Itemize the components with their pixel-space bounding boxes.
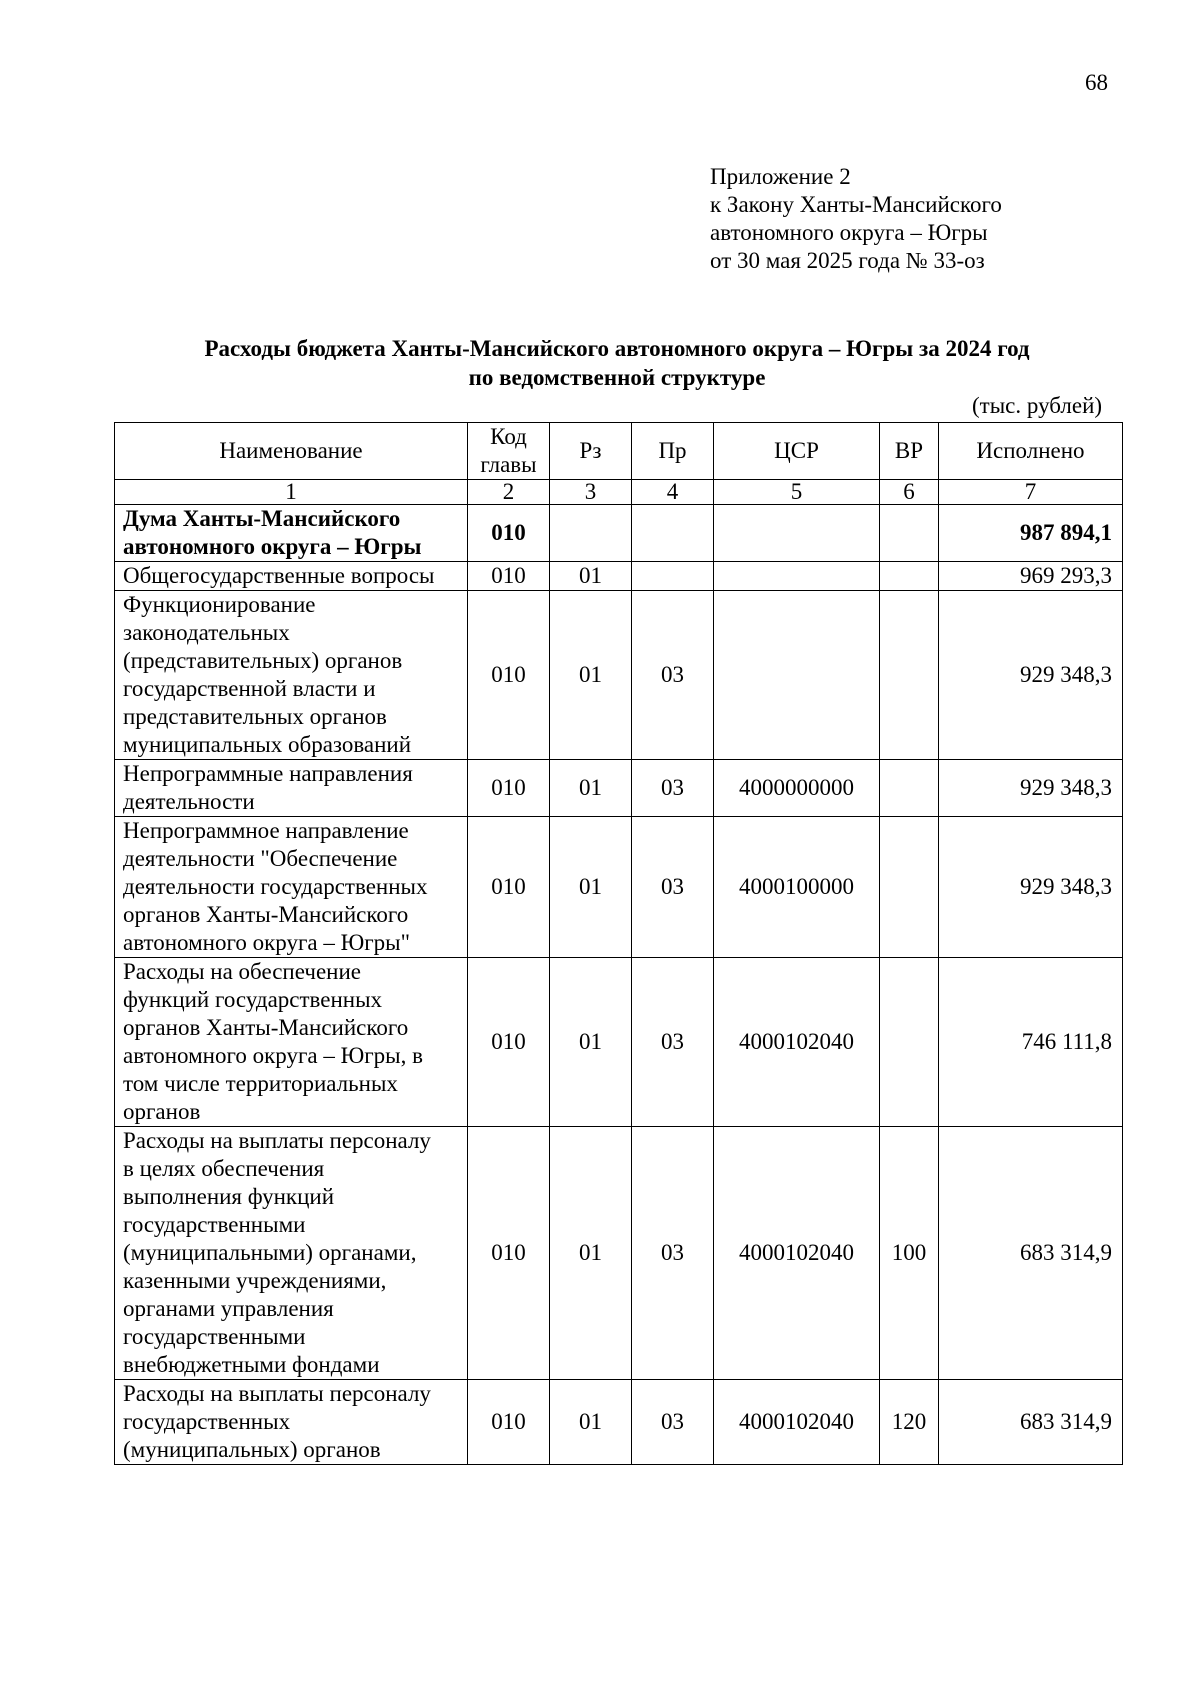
- cell-vr: [880, 562, 939, 591]
- title-line: по ведомственной структуре: [468, 365, 766, 390]
- column-number: 1: [115, 480, 468, 505]
- cell-name: [115, 591, 468, 760]
- cell-name-line: выполнения функций: [123, 1184, 334, 1209]
- cell-name-line: государственных: [123, 1409, 291, 1434]
- cell-executed: 683 314,9: [939, 1380, 1123, 1465]
- cell-rz: 01: [550, 1127, 632, 1380]
- cell-code: 010: [468, 760, 550, 817]
- cell-name-line: (муниципальных) органов: [123, 1437, 381, 1462]
- cell-name: [115, 1127, 468, 1380]
- table-row: [115, 1380, 1123, 1465]
- cell-pr: 03: [632, 591, 714, 760]
- cell-name-line: Функционирование: [123, 592, 316, 617]
- cell-name-line: автономного округа – Югры: [123, 534, 422, 559]
- cell-vr: [880, 817, 939, 958]
- cell-code: 010: [468, 1127, 550, 1380]
- cell-vr: 120: [880, 1380, 939, 1465]
- table-header-row: [115, 423, 1123, 480]
- cell-csr: 4000102040: [714, 958, 880, 1127]
- header-executed: Исполнено: [939, 423, 1123, 480]
- cell-name-line: государственной власти и: [123, 676, 376, 701]
- cell-rz: 01: [550, 1380, 632, 1465]
- column-number: 3: [550, 480, 632, 505]
- table-row: [115, 958, 1123, 1127]
- budget-table: [114, 422, 1123, 1465]
- table-row: [115, 817, 1123, 958]
- cell-executed: 929 348,3: [939, 591, 1123, 760]
- cell-name-line: Расходы на выплаты персоналу: [123, 1128, 431, 1153]
- cell-name: [115, 958, 468, 1127]
- cell-csr: [714, 562, 880, 591]
- cell-executed: 746 111,8: [939, 958, 1123, 1127]
- cell-name-line: функций государственных: [123, 987, 383, 1012]
- cell-rz: 01: [550, 591, 632, 760]
- cell-pr: [632, 562, 714, 591]
- header-code-line: Код: [490, 424, 527, 449]
- cell-executed: 929 348,3: [939, 817, 1123, 958]
- cell-name-line: автономного округа – Югры": [123, 930, 411, 955]
- header-code-line: главы: [480, 452, 537, 477]
- cell-executed: 987 894,1: [939, 505, 1123, 562]
- cell-name-line: законодательных: [123, 620, 290, 645]
- cell-csr: 4000102040: [714, 1380, 880, 1465]
- cell-name-line: Расходы на обеспечение: [123, 959, 361, 984]
- cell-name-line: Дума Ханты-Мансийского: [123, 506, 401, 531]
- cell-name-line: автономного округа – Югры, в: [123, 1043, 423, 1068]
- cell-rz: 01: [550, 817, 632, 958]
- cell-name-line: деятельности: [123, 789, 255, 814]
- cell-executed: 929 348,3: [939, 760, 1123, 817]
- cell-vr: [880, 505, 939, 562]
- cell-name-line: деятельности "Обеспечение: [123, 846, 398, 871]
- cell-code: 010: [468, 1380, 550, 1465]
- cell-pr: 03: [632, 760, 714, 817]
- cell-name-line: государственными: [123, 1324, 306, 1349]
- cell-vr: [880, 760, 939, 817]
- cell-vr: [880, 958, 939, 1127]
- cell-name: [115, 1380, 468, 1465]
- table-row: [115, 760, 1123, 817]
- units-label: (тыс. рублей): [972, 393, 1103, 418]
- appendix-line: к Закону Ханты-Мансийского: [710, 192, 1002, 217]
- appendix-line: автономного округа – Югры: [710, 220, 988, 245]
- cell-name: [115, 817, 468, 958]
- cell-name-line: представительных органов: [123, 704, 387, 729]
- cell-name-line: Непрограммные направления: [123, 761, 413, 786]
- page-number: 68: [1085, 70, 1108, 95]
- cell-code: 010: [468, 591, 550, 760]
- table-row: [115, 505, 1123, 562]
- cell-vr: 100: [880, 1127, 939, 1380]
- column-number: 7: [939, 480, 1123, 505]
- cell-name: [115, 760, 468, 817]
- cell-name-line: в целях обеспечения: [123, 1156, 325, 1181]
- column-number: 4: [632, 480, 714, 505]
- cell-name-line: государственными: [123, 1212, 306, 1237]
- appendix-line: от 30 мая 2025 года № 33-оз: [710, 248, 985, 273]
- cell-name-line: (муниципальными) органами,: [123, 1240, 417, 1265]
- cell-executed: 683 314,9: [939, 1127, 1123, 1380]
- appendix-header: [710, 163, 1002, 275]
- cell-code: 010: [468, 505, 550, 562]
- cell-name-line: том числе территориальных: [123, 1071, 398, 1096]
- table-row: [115, 591, 1123, 760]
- column-number-row: [115, 480, 1123, 505]
- cell-pr: 03: [632, 1380, 714, 1465]
- cell-name-line: органов Ханты-Мансийского: [123, 1015, 409, 1040]
- column-number: 2: [468, 480, 550, 505]
- cell-pr: 03: [632, 1127, 714, 1380]
- table-body: [115, 480, 1123, 1465]
- cell-csr: [714, 591, 880, 760]
- cell-rz: 01: [550, 958, 632, 1127]
- cell-pr: 03: [632, 958, 714, 1127]
- header-vr: ВР: [880, 423, 939, 480]
- cell-rz: 01: [550, 562, 632, 591]
- document-title: [114, 334, 1120, 392]
- cell-name-line: казенными учреждениями,: [123, 1268, 387, 1293]
- cell-pr: 03: [632, 817, 714, 958]
- cell-csr: [714, 505, 880, 562]
- cell-name: [115, 505, 468, 562]
- cell-rz: 01: [550, 760, 632, 817]
- cell-csr: 4000000000: [714, 760, 880, 817]
- cell-name-line: внебюджетными фондами: [123, 1352, 380, 1377]
- cell-name-line: муниципальных образований: [123, 732, 412, 757]
- cell-rz: [550, 505, 632, 562]
- cell-name-line: органами управления: [123, 1296, 334, 1321]
- header-csr: ЦСР: [714, 423, 880, 480]
- appendix-line: Приложение 2: [710, 164, 851, 189]
- cell-name-line: органов Ханты-Мансийского: [123, 902, 409, 927]
- header-name: Наименование: [115, 423, 468, 480]
- cell-name-line: (представительных) органов: [123, 648, 403, 673]
- cell-pr: [632, 505, 714, 562]
- table-row: [115, 562, 1123, 591]
- cell-name: [115, 562, 468, 591]
- cell-code: 010: [468, 562, 550, 591]
- header-pr: Пр: [632, 423, 714, 480]
- column-number: 5: [714, 480, 880, 505]
- header-code: [468, 423, 550, 480]
- table-row: [115, 1127, 1123, 1380]
- cell-vr: [880, 591, 939, 760]
- column-number: 6: [880, 480, 939, 505]
- cell-code: 010: [468, 817, 550, 958]
- cell-name-line: Непрограммное направление: [123, 818, 409, 843]
- cell-code: 010: [468, 958, 550, 1127]
- title-line: Расходы бюджета Ханты-Мансийского автономного округа – Югры за 2024 год: [204, 336, 1030, 361]
- cell-name-line: органов: [123, 1099, 201, 1124]
- cell-csr: 4000102040: [714, 1127, 880, 1380]
- cell-name-line: Общегосударственные вопросы: [123, 563, 435, 588]
- cell-csr: 4000100000: [714, 817, 880, 958]
- cell-name-line: деятельности государственных: [123, 874, 428, 899]
- header-rz: Рз: [550, 423, 632, 480]
- cell-name-line: Расходы на выплаты персоналу: [123, 1381, 431, 1406]
- cell-executed: 969 293,3: [939, 562, 1123, 591]
